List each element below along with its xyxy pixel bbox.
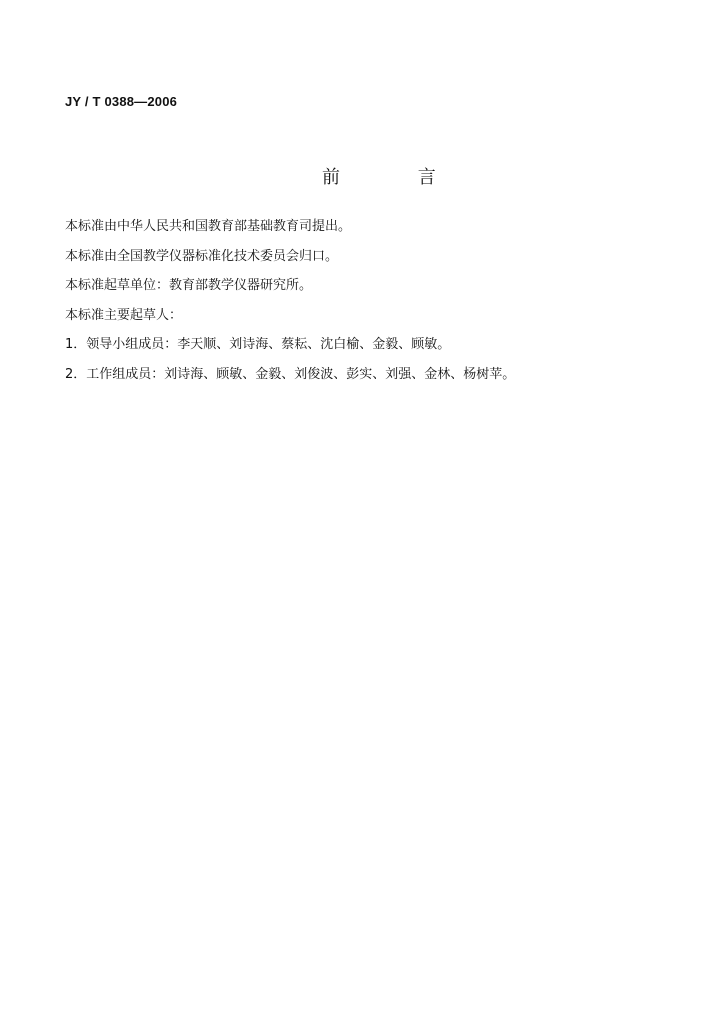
foreword-line-drafters-heading: 本标准主要起草人： xyxy=(65,307,183,323)
foreword-body xyxy=(65,212,665,389)
foreword-line-leading-group: 1．领导小组成员：李天顺、刘诗海、蔡耘、沈白榆、金毅、顾敏。 xyxy=(65,337,451,352)
standard-number: JY / T 0388—2006 xyxy=(65,94,178,109)
foreword-line-proposer: 本标准由中华人民共和国教育部基础教育司提出。 xyxy=(65,219,352,234)
foreword-line-administrator: 本标准由全国教学仪器标准化技术委员会归口。 xyxy=(65,248,339,264)
page-title: 前 言 xyxy=(322,167,472,188)
foreword-line-drafting-unit: 本标准起草单位：教育部教学仪器研究所。 xyxy=(65,278,313,293)
foreword-line-working-group: 2．工作组成员：刘诗海、顾敏、金毅、刘俊波、彭实、刘强、金林、杨树苹。 xyxy=(65,366,516,382)
